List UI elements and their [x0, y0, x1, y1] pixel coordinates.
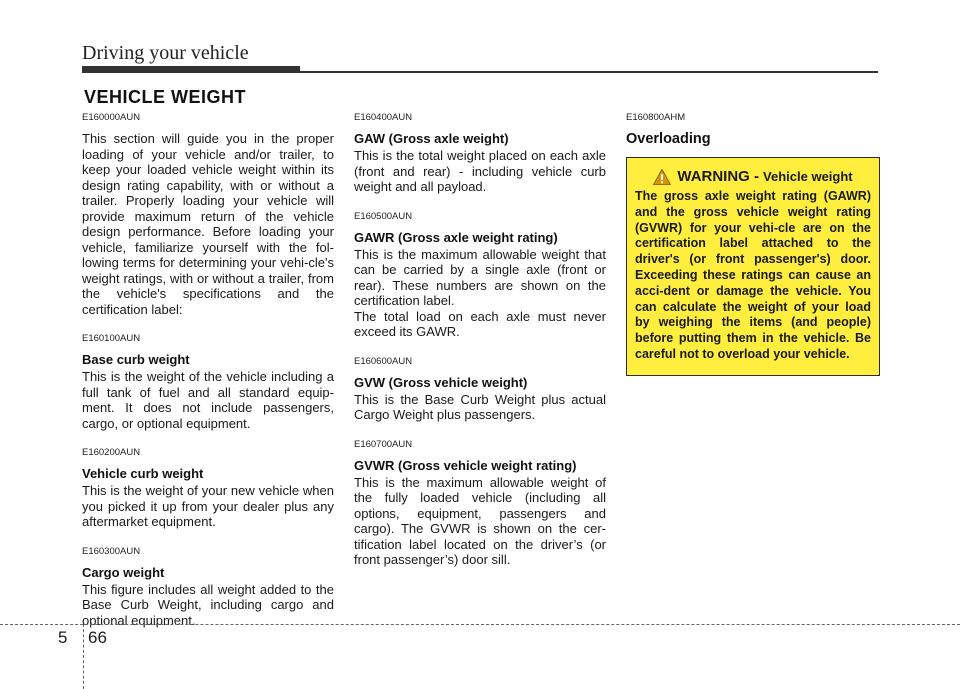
gawr-text-2: The total load on each axle must never exceed its GAWR.	[354, 308, 606, 339]
intro-text: This section will guide you in the proper loading of your vehicle and/or trailer, to keep your loaded vehicle weight within its design rating capability, with or without a trailer. Properly loading your vehicle will provide maximum return of the vehicle design performance. Before loading your vehicle, familiarize yourself with the fol-lowing terms for determining your vehi-cle's weight ratings, with or without a trailer, from the vehicle's specifications and the certification label:	[82, 131, 334, 317]
footer-vertical-rule	[83, 624, 84, 689]
gvw-code: E160600AUN	[354, 355, 413, 367]
footer-rule	[0, 624, 960, 625]
cargo-heading: Cargo weight	[82, 564, 165, 580]
base-curb-heading: Base curb weight	[82, 352, 190, 367]
column-left	[82, 112, 334, 644]
gaw-text: This is the total weight placed on each axle (front and rear) - including vehicle curb weight and all payload.	[354, 148, 606, 194]
warning-box	[626, 157, 880, 376]
warning-label: WARNING -	[677, 168, 760, 185]
warning-text: The gross axle weight rating (GAWR) and the gross vehicle weight rating (GVWR) for your vehi-cle are on the certification label attached to the driver's (or front passenger's) door. Exceeding these ratings can cause an acci-dent or damage the vehicle. You can calculate the weight of your load by weighing the items (and people) before putting them in the vehicle. Be careful not to overload your vehicle.	[635, 189, 871, 361]
vehicle-curb-text: This is the weight of your new vehicle when you picked it up from your dealer plus any aftermarket equipment.	[82, 483, 334, 529]
warning-triangle-icon	[653, 169, 671, 185]
gawr-text: This is the maximum allowable weight that can be carried by a single axle (front or rear). These numbers are shown on the certification label.	[354, 246, 606, 308]
page-section-number: 5	[58, 628, 68, 647]
cargo-block	[82, 546, 334, 629]
gawr-heading: GAWR (Gross axle weight rating)	[354, 229, 558, 245]
gvw-text: This is the Base Curb Weight plus actual Cargo Weight plus passengers.	[354, 391, 606, 422]
header-bar	[82, 66, 300, 73]
base-curb-code: E160100AUN	[82, 333, 141, 344]
vehicle-curb-block	[82, 447, 334, 530]
page-number: 66	[88, 628, 107, 647]
gawr-code: E160500AUN	[354, 210, 413, 222]
gvw-block	[354, 356, 606, 423]
section-title: VEHICLE WEIGHT	[84, 87, 247, 107]
vehicle-curb-code: E160200AUN	[82, 447, 141, 458]
vehicle-curb-heading: Vehicle curb weight	[82, 466, 204, 481]
gvwr-block	[354, 439, 606, 568]
gvwr-heading: GVWR (Gross vehicle weight rating)	[354, 457, 577, 473]
gaw-heading: GAW (Gross axle weight)	[354, 131, 509, 146]
header-title: Driving your vehicle	[82, 42, 249, 64]
warning-subtitle: Vehicle weight	[763, 169, 853, 184]
overloading-heading: Overloading	[626, 131, 711, 147]
cargo-text: This figure includes all weight added to the Base Curb Weight, including cargo and optional equipment.	[82, 581, 334, 628]
intro-code: E160000AUN	[82, 112, 141, 123]
cargo-code: E160300AUN	[82, 545, 141, 557]
column-right	[626, 112, 878, 376]
gvwr-code: E160700AUN	[354, 438, 413, 450]
gaw-block	[354, 112, 606, 195]
overloading-code: E160800AHM	[626, 112, 686, 123]
base-curb-text: This is the weight of the vehicle including a full tank of fuel and all standard equip-ment. It does not include passengers, cargo, or optional equipment.	[82, 369, 334, 431]
gvw-heading: GVW (Gross vehicle weight)	[354, 374, 528, 390]
gaw-code: E160400AUN	[354, 112, 413, 123]
gvwr-text: This is the maximum allowable weight of the fully loaded vehicle (including all options, equipment, passengers and cargo). The GVWR is shown on the cer-tification label located on the driver’s (or front passenger’s) door sill.	[354, 474, 606, 567]
column-middle	[354, 112, 606, 584]
header-rule	[300, 71, 878, 73]
gawr-block	[354, 211, 606, 340]
warning-header	[635, 168, 871, 185]
base-curb-block	[82, 333, 334, 431]
intro-block	[82, 112, 334, 317]
